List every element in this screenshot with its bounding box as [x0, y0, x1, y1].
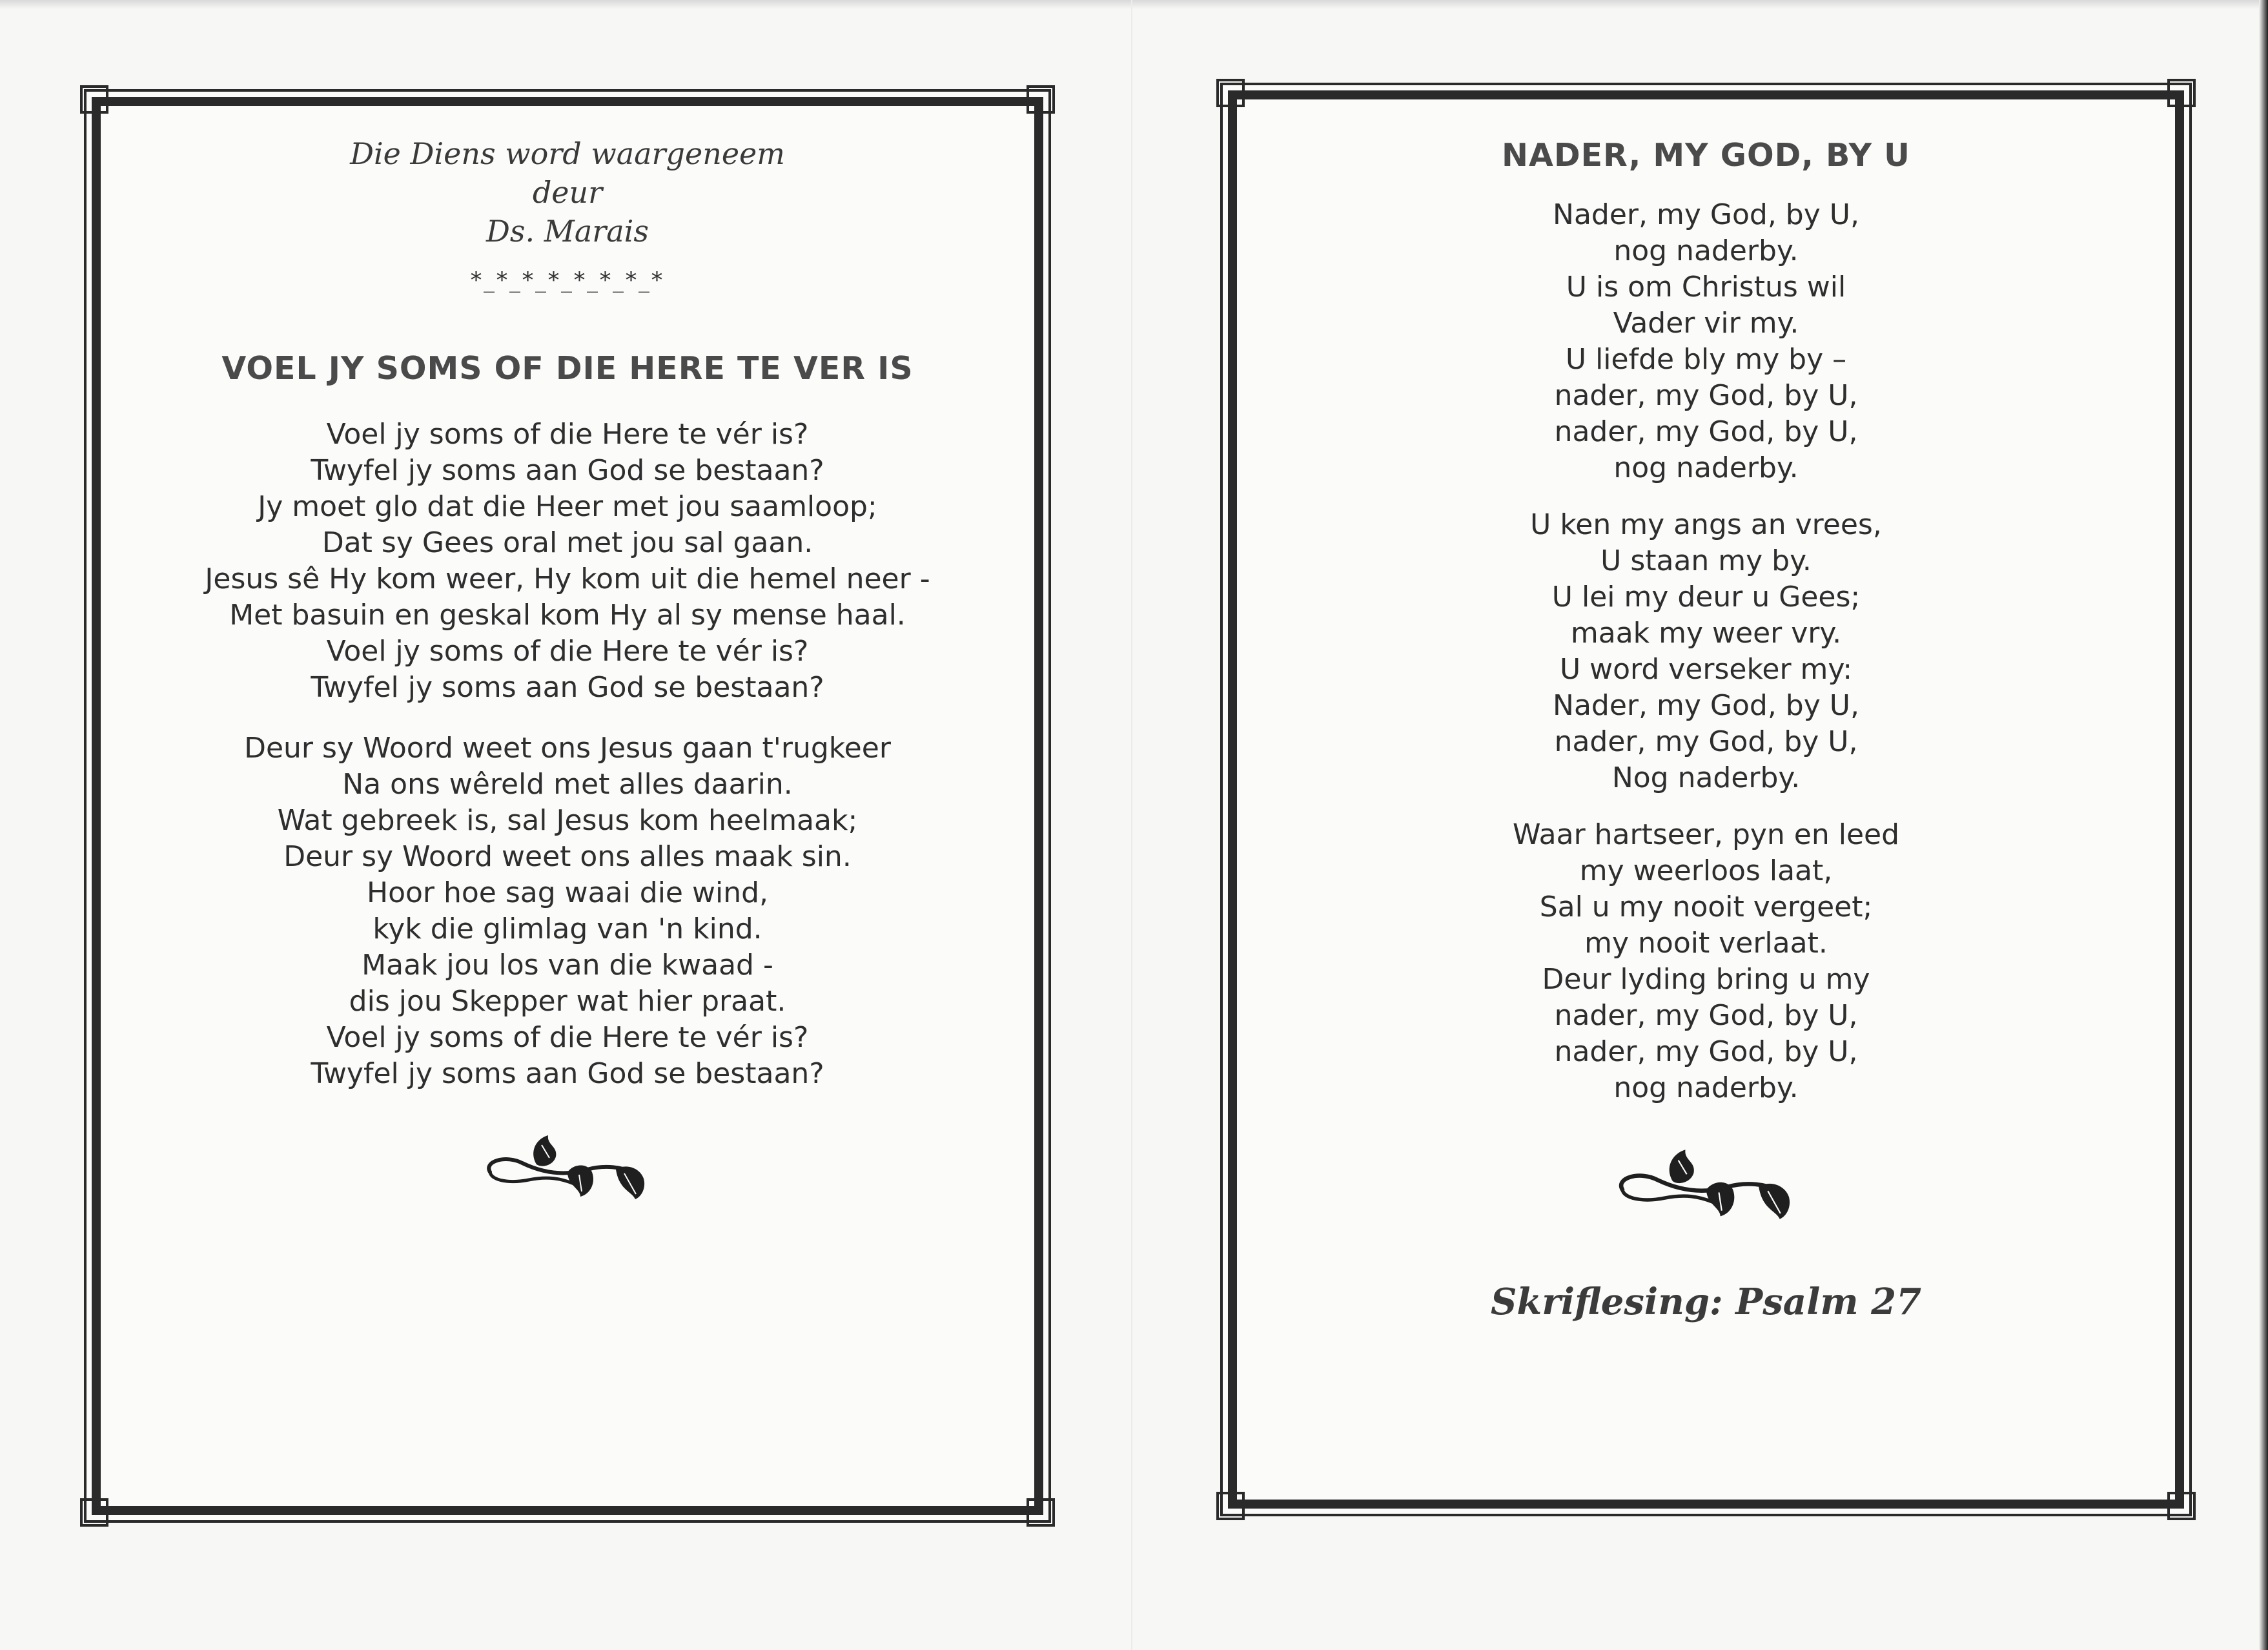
- stanza: [123, 730, 1012, 1092]
- lyric-line: Twyfel jy soms aan God se bestaan?: [311, 1057, 824, 1090]
- stanza: [123, 417, 1012, 706]
- lyric-line: Na ons wêreld met alles daarin.: [342, 768, 793, 801]
- lyric-line: nader, my God, by U,: [1554, 999, 1858, 1032]
- lyric-line: Nader, my God, by U,: [1553, 689, 1859, 722]
- right-page: [1220, 83, 2192, 1516]
- border-corner: [1216, 1492, 1245, 1520]
- lyric-line: Voel jy soms of die Here te vér is?: [326, 418, 809, 451]
- border-corner: [2167, 1492, 2196, 1520]
- lyric-line: Vader vir my.: [1613, 307, 1799, 340]
- lyric-line: Twyfel jy soms aan God se bestaan?: [311, 671, 824, 704]
- lyric-line: nog naderby.: [1613, 1071, 1799, 1104]
- lyric-line: Met basuin en geskal kom Hy al sy mense haal.: [229, 599, 906, 632]
- border-corner: [2167, 79, 2196, 107]
- officiant-name: Ds. Marais: [486, 214, 649, 249]
- lyric-line: Deur sy Woord weet ons Jesus gaan t'rugkeer: [244, 732, 891, 765]
- border-corner: [80, 1498, 108, 1527]
- lyric-line: nader, my God, by U,: [1554, 1035, 1858, 1068]
- lyric-line: Deur sy Woord weet ons alles maak sin.: [283, 840, 852, 873]
- left-page: [84, 89, 1051, 1523]
- border-corner: [80, 85, 108, 114]
- stanza: [1259, 507, 2153, 796]
- scan-top-edge: [0, 0, 2268, 9]
- lyric-line: Nog naderby.: [1611, 761, 1801, 794]
- lyric-line: Sal u my nooit vergeet;: [1539, 891, 1873, 923]
- officiant-notice: [123, 134, 1012, 251]
- lyric-line: kyk die glimlag van 'n kind.: [373, 913, 762, 945]
- lyric-line: Voel jy soms of die Here te vér is?: [326, 1021, 809, 1054]
- asterisk-separator: *_*_*_*_*_*_*_*: [471, 267, 664, 293]
- lyric-line: Dat sy Gees oral met jou sal gaan.: [322, 526, 813, 559]
- lyric-line: Nader, my God, by U,: [1553, 198, 1859, 231]
- border-corner: [1027, 85, 1055, 114]
- stanza: [1259, 817, 2153, 1106]
- lyric-line: Maak jou los van die kwaad -: [362, 949, 773, 982]
- vine-leaves-icon: [477, 1132, 658, 1210]
- lyric-line: nader, my God, by U,: [1554, 725, 1858, 758]
- lyric-line: Hoor hoe sag waai die wind,: [366, 876, 768, 909]
- lyric-line: Twyfel jy soms aan God se bestaan?: [311, 454, 824, 487]
- lyric-line: nog naderby.: [1613, 234, 1799, 267]
- lyric-line: Waar hartseer, pyn en leed: [1512, 818, 1900, 851]
- song-title: VOEL JY SOMS OF DIE HERE TE VER IS: [221, 350, 914, 387]
- officiant-line: Die Diens word waargeneem: [350, 136, 785, 171]
- lyric-line: U word verseker my:: [1559, 653, 1853, 686]
- vine-leaves-icon: [1600, 1146, 1813, 1230]
- lyric-line: nog naderby.: [1613, 451, 1799, 484]
- lyric-line: nader, my God, by U,: [1554, 415, 1858, 448]
- scan-right-edge: [2259, 0, 2268, 1650]
- lyric-line: U ken my angs an vrees,: [1530, 508, 1882, 541]
- lyric-line: Voel jy soms of die Here te vér is?: [326, 635, 809, 668]
- stanza: [1259, 197, 2153, 486]
- lyric-line: U lei my deur u Gees;: [1551, 581, 1861, 614]
- border-corner: [1027, 1498, 1055, 1527]
- lyric-line: my nooit verlaat.: [1584, 927, 1828, 960]
- lyric-line: nader, my God, by U,: [1554, 379, 1858, 412]
- fold-line: [1131, 0, 1132, 1650]
- scripture-reading: Skriflesing: Psalm 27: [1490, 1281, 1922, 1323]
- lyric-line: Jesus sê Hy kom weer, Hy kom uit die hemel neer -: [205, 562, 930, 595]
- lyric-line: Wat gebreek is, sal Jesus kom heelmaak;: [277, 804, 858, 837]
- left-page-content: [123, 134, 1012, 1210]
- lyric-line: maak my weer vry.: [1570, 617, 1842, 650]
- lyric-line: dis jou Skepper wat hier praat.: [349, 985, 786, 1018]
- lyric-line: U is om Christus wil: [1566, 271, 1846, 304]
- lyric-line: my weerloos laat,: [1579, 854, 1833, 887]
- song-title: NADER, MY GOD, BY U: [1502, 137, 1910, 174]
- lyric-line: Deur lyding bring u my: [1542, 963, 1870, 996]
- right-page-content: [1259, 137, 2153, 1323]
- lyric-line: Jy moet glo dat die Heer met jou saamloop;: [258, 490, 877, 523]
- lyric-line: U liefde bly my by –: [1565, 343, 1847, 376]
- border-corner: [1216, 79, 1245, 107]
- lyric-line: U staan my by.: [1600, 544, 1812, 577]
- officiant-line: deur: [532, 175, 603, 210]
